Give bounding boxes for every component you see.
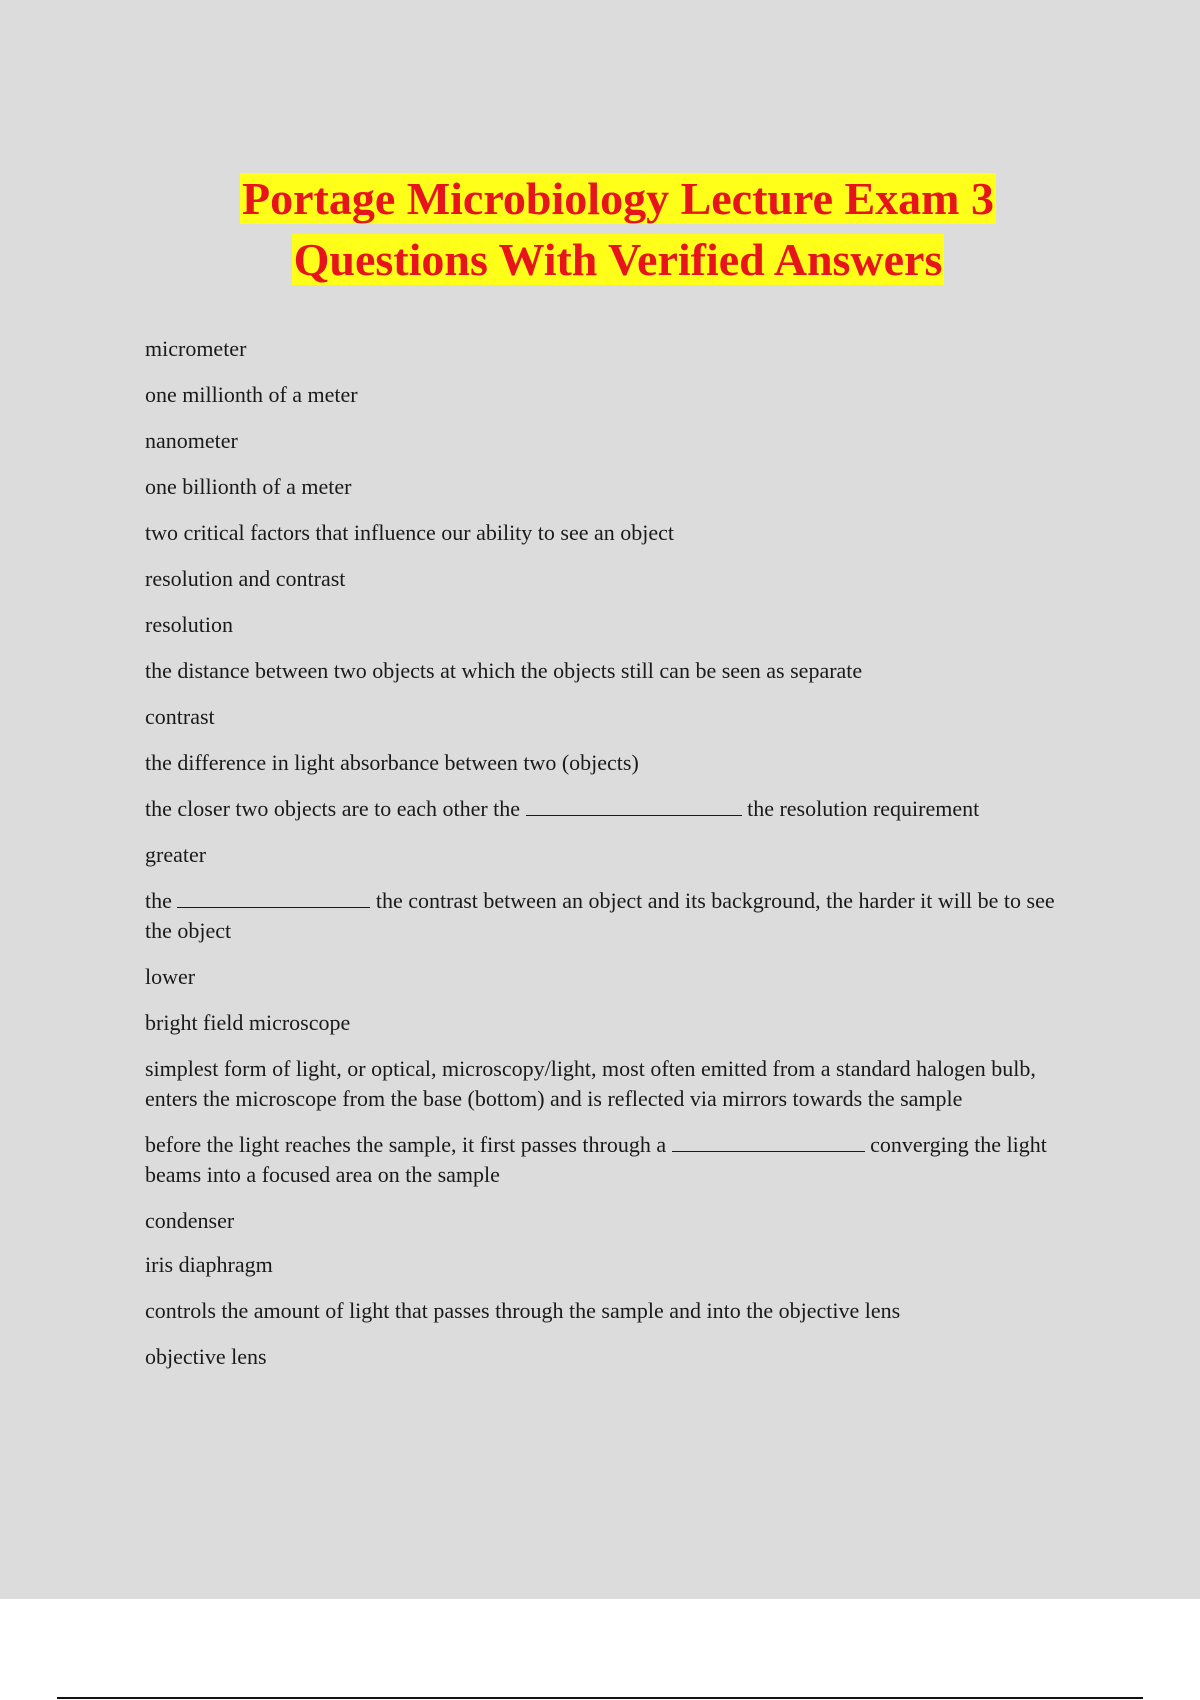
answer: condenser [145, 1208, 235, 1233]
question-text-after: converging the light beams into a focused area on the sample [145, 1132, 1047, 1187]
question-text-after: the resolution requirement [747, 796, 980, 821]
question-text-before: before the light reaches the sample, it first passes through a [145, 1132, 667, 1157]
answer-blank [526, 797, 742, 816]
qa-list [145, 334, 1070, 1388]
definition: the difference in light absorbance between two (objects) [145, 750, 639, 775]
answer-blank [672, 1133, 865, 1152]
answer-blank [177, 889, 370, 908]
definition: the distance between two objects at which the objects still can be seen as separate [145, 658, 863, 683]
definition: controls the amount of light that passes through the sample and into the objective lens [145, 1298, 901, 1323]
term: two critical factors that influence our ability to see an object [145, 520, 675, 545]
title-line-2: Questions With Verified Answers [293, 234, 943, 285]
term: objective lens [145, 1344, 267, 1369]
answer: greater [145, 842, 207, 867]
fill-in-question [145, 794, 1070, 824]
fill-in-question [145, 886, 1070, 946]
page-divider [57, 1697, 1143, 1699]
answer: lower [145, 964, 196, 989]
definition: simplest form of light, or optical, microscopy/light, most often emitted from a standard halogen bulb, enters the microscope from the base (bottom) and is reflected via mirrors towards the sample [145, 1056, 1036, 1111]
document-title [0, 168, 1200, 290]
definition: one billionth of a meter [145, 474, 352, 499]
term: bright field microscope [145, 1010, 351, 1035]
term: contrast [145, 704, 215, 729]
question-text-before: the [145, 888, 172, 913]
term: resolution [145, 612, 233, 637]
question-text-after: the contrast between an object and its background, the harder it will be to see the object [145, 888, 1055, 943]
definition: resolution and contrast [145, 566, 346, 591]
definition: one millionth of a meter [145, 382, 358, 407]
title-line-1: Portage Microbiology Lecture Exam 3 [241, 173, 994, 224]
term: micrometer [145, 336, 247, 361]
term: iris diaphragm [145, 1252, 273, 1277]
question-text-before: the closer two objects are to each other the [145, 796, 521, 821]
fill-in-question [145, 1130, 1070, 1190]
term: nanometer [145, 428, 238, 453]
